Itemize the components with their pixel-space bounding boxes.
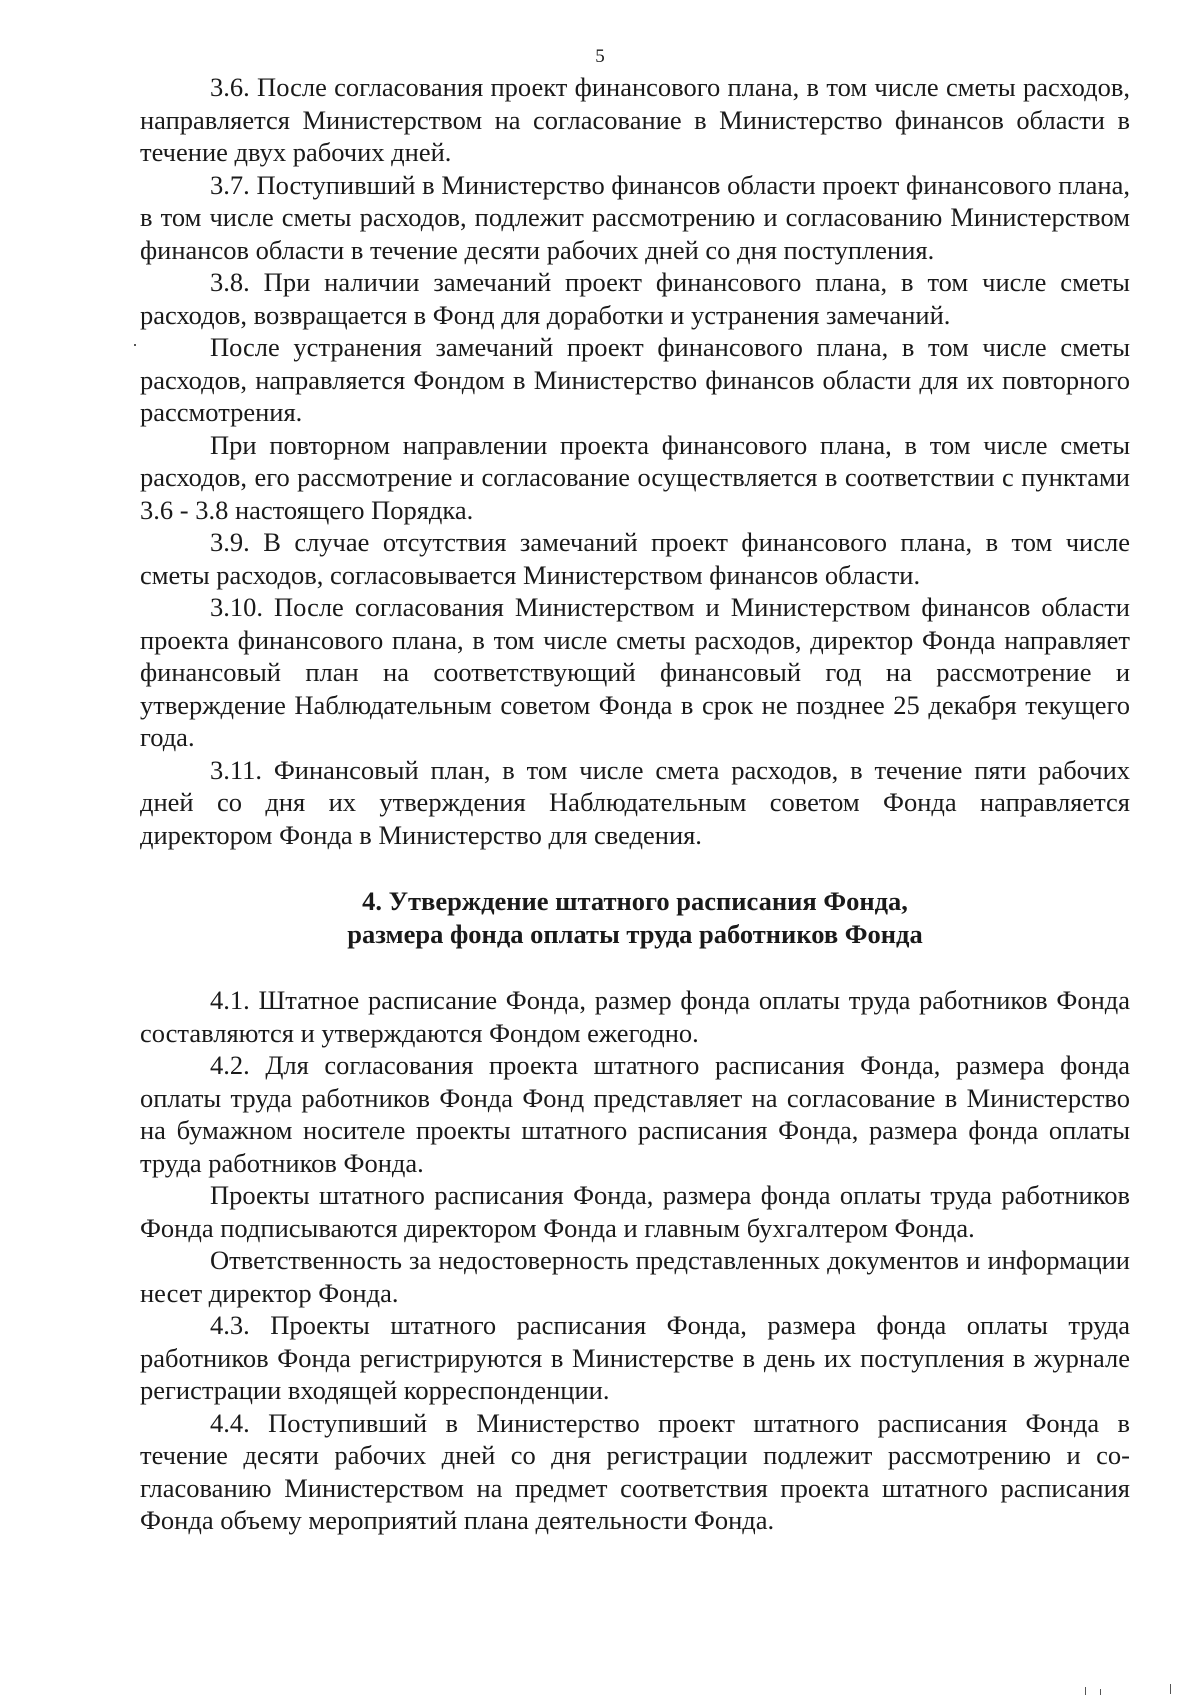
paragraph-3-7: 3.7. Поступивший в Министерство финансов области проект финансового плана, в том числе сметы расходов, подлежит рассмотрению и согласованию Министерством финансов области в течение десяти рабочих дней со дня поступления. xyxy=(140,169,1130,265)
paragraph-4-2-responsibility: Ответственность за недостоверность представленных документов и информации несет директор Фонда. xyxy=(140,1245,1130,1308)
section-4-heading xyxy=(140,885,1130,950)
paragraph-4-2-signatures: Проекты штатного расписания Фонда, размера фонда оплаты труда работников Фонда подписываются директором Фонда и главным бухгалтером Фонда. xyxy=(140,1180,1130,1243)
section-4-heading-line-1: 4. Утверждение штатного расписания Фонда, xyxy=(362,886,908,916)
paragraph-4-3: 4.3. Проекты штатного расписания Фонда, размера фонда оплаты труда работников Фонда регистрируются в Министерстве в день их поступления в журнале регистрации входящей корреспонденции. xyxy=(140,1310,1130,1405)
paragraph-3-8-resubmission: При повторном направлении проекта финансового плана, в том числе сметы расходов, его рассмотрение и согласование осуществляется в соответствии с пунктами 3.6 - 3.8 настоящего Порядка. xyxy=(140,429,1130,525)
paragraph-4-1: 4.1. Штатное расписание Фонда, размер фонда оплаты труда работников Фонда составляются и утверждаются Фондом ежегодно. xyxy=(140,985,1130,1048)
paragraph-4-4: 4.4. Поступивший в Министерство проект штатного расписания Фонда в течение десяти рабочих дней со дня регистрации подлежит рассмотрению и согласованию Министерством на предмет соответствия проекта штатного расписания Фонда объему мероприятий плана деятельности Фонда. xyxy=(140,1407,1130,1535)
scan-speck xyxy=(1100,1689,1101,1695)
paragraph-3-10: 3.10. После согласования Министерством и Министерством финансов области проекта финансового плана, в том числе сметы расходов, директор Фонда направляет финансовый план на соответствующий финансовый год на рассмотрение и утверждение Наблюдательным советом Фонда в срок не позднее 25 декабря текущего года. xyxy=(140,592,1130,752)
paragraph-4-2: 4.2. Для согласования проекта штатного расписания Фонда, размера фонда оплаты труда работников Фонда Фонд представляет на согласование в Министерство на бумажном носителе проекты штатного расписания Фонда, размера фонда оплаты труда работников Фонда. xyxy=(140,1050,1130,1178)
page-number: 5 xyxy=(595,46,605,67)
scan-speck xyxy=(134,344,136,346)
paragraph-3-8-after-correction: После устранения замечаний проект финансового плана, в том числе сметы расходов, направляется Фондом в Министерство финансов области для их повторного рассмотрения. xyxy=(140,332,1130,427)
paragraph-3-8: 3.8. При наличии замечаний проект финансового плана, в том числе сметы расходов, возвращается в Фонд для доработки и устранения замечаний. xyxy=(140,267,1130,330)
scan-speck xyxy=(1085,1687,1086,1695)
scan-speck xyxy=(1170,1684,1171,1694)
section-4-heading-line-2: размера фонда оплаты труда работников Фонда xyxy=(347,918,923,949)
document-body xyxy=(140,71,1130,1537)
paragraph-3-11: 3.11. Финансовый план, в том числе смета расходов, в течение пяти рабочих дней со дня их утверждения Наблюдательным советом Фонда направляется директором Фонда в Министерство для сведения. xyxy=(140,754,1130,850)
paragraph-3-9: 3.9. В случае отсутствия замечаний проект финансового плана, в том числе сметы расходов, согласовывается Министерством финансов области. xyxy=(140,527,1130,590)
paragraph-3-6: 3.6. После согласования проект финансового плана, в том числе сметы расходов, направляется Министерством на согласование в Министерство финансов области в течение двух рабочих дней. xyxy=(140,72,1130,167)
